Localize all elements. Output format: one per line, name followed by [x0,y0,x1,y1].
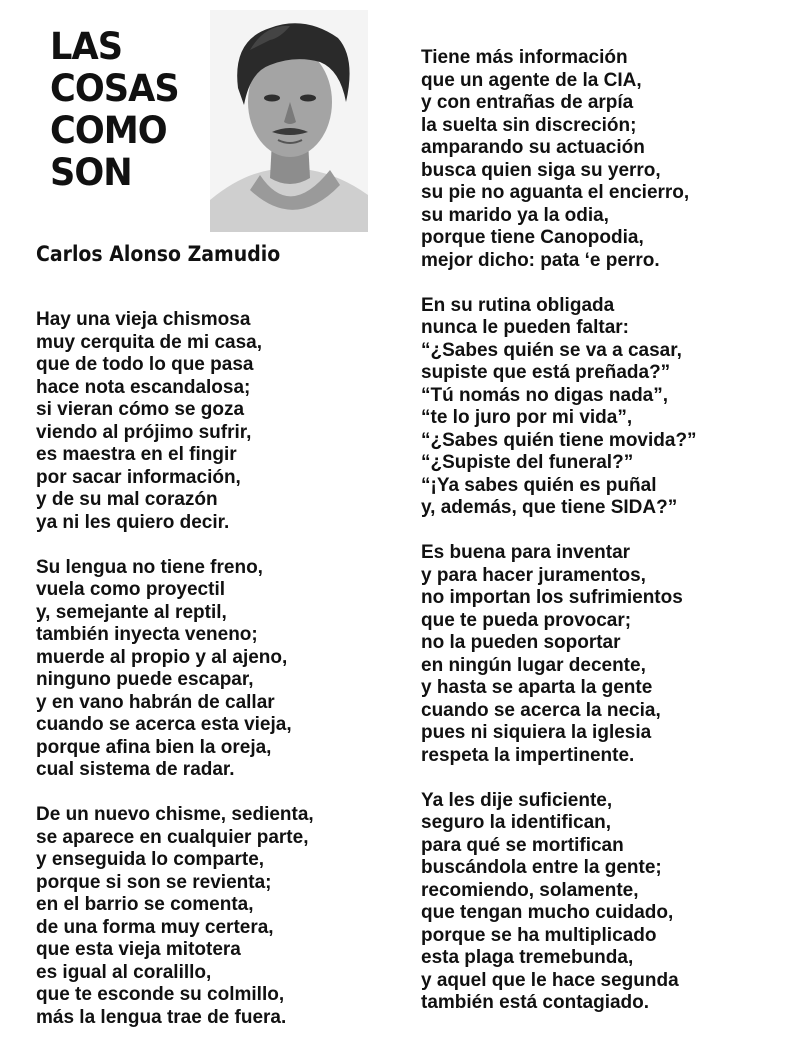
poem-line: y, semejante al reptil, [36,601,227,623]
poem-line: y de su mal corazón [36,489,218,510]
poem-line: por sacar información, [36,466,241,488]
poem-line: la suelta sin discreción; [421,114,637,136]
title-line: COMO [50,109,167,152]
poem-line: y, además, que tiene SIDA?” [421,497,678,518]
poem-line: y hasta se aparta la gente [421,677,653,698]
poem-line: pues ni siquiera la iglesia [421,722,652,743]
poem-line: si vieran cómo se goza [36,399,245,420]
poem-line: hace nota escandalosa; [36,376,251,398]
poem-line: para qué se mortifican [421,834,624,856]
poem-line: que te pueda provocar; [421,609,632,631]
poem-line: Hay una vieja chismosa [36,309,251,330]
poem-line: En su rutina obligada [421,294,615,316]
author-name: Carlos Alonso Zamudio [36,242,281,266]
poem-line: busca quien siga su yerro, [421,159,661,181]
poem-line: seguro la identifican, [421,812,612,833]
poem-line: en el barrio se comenta, [36,894,254,915]
poem-line: ninguno puede escapar, [36,669,254,690]
poem-line: buscándola entre la gente; [421,857,662,878]
poem-line: cuando se acerca esta vieja, [36,714,292,735]
poem-line: Su lengua no tiene freno, [36,556,263,578]
poem-stanza [421,47,697,272]
poem-line: de una forma muy certera, [36,916,274,938]
poem-stanza [36,309,314,534]
poem-line: nunca le pueden faltar: [421,317,629,338]
poem-stanza [36,557,314,782]
poem-line: en ningún lugar decente, [421,654,646,676]
poem-column-right [421,47,697,1037]
poem-line: porque se ha multiplicado [421,924,657,946]
poem-line: Es buena para inventar [421,542,631,563]
poem-stanza [36,804,314,1029]
poem-line: cuando se acerca la necia, [421,699,661,721]
poem-line: no importan los sufrimientos [421,587,683,608]
poem-line: que te esconde su colmillo, [36,984,285,1005]
poem-line: porque si son se revienta; [36,871,272,893]
poem-line: y para hacer juramentos, [421,564,646,586]
poem-line: cual sistema de radar. [36,759,235,780]
title-line: SON [50,151,132,194]
poem-line: ya ni les quiero decir. [36,511,230,533]
poem-line: es maestra en el fingir [36,444,237,465]
author-portrait [210,10,368,232]
poem-line: vuela como proyectil [36,579,226,600]
poem-line: muy cerquita de mi casa, [36,331,262,353]
poem-line: es igual al coralillo, [36,961,212,983]
column-title [50,26,179,194]
poem-line: “¿Sabes quién se va a casar, [421,339,682,361]
title-line: LAS [50,25,123,68]
poem-column-left [36,309,314,1052]
poem-line: recomiendo, solamente, [421,879,639,901]
poem-line: que de todo lo que pasa [36,354,254,375]
poem-line: “Tú nomás no digas nada”, [421,384,669,406]
poem-stanza [421,295,697,520]
poem-line: que un agente de la CIA, [421,69,642,91]
poem-stanza [421,542,697,767]
title-line: COSAS [50,67,179,110]
poem-line: De un nuevo chisme, sedienta, [36,804,314,825]
poem-line: su marido ya la odia, [421,204,609,226]
poem-line: esta plaga tremebunda, [421,947,634,968]
poem-line: y enseguida lo comparte, [36,849,265,870]
poem-line: respeta la impertinente. [421,744,635,766]
poem-line: “¡Ya sabes quién es puñal [421,474,657,496]
poem-line: también está contagiado. [421,992,650,1013]
poem-line: más la lengua trae de fuera. [36,1006,287,1028]
poem-line: supiste que está preñada?” [421,362,671,383]
poem-line: Ya les dije suficiente, [421,789,613,811]
poem-line: se aparece en cualquier parte, [36,826,309,848]
poem-line: y aquel que le hace segunda [421,969,679,991]
poem-line: y con entrañas de arpía [421,92,634,113]
poem-line: también inyecta veneno; [36,624,258,645]
poem-line: “¿Supiste del funeral?” [421,452,634,473]
poem-line: que esta vieja mitotera [36,939,241,960]
poem-line: porque tiene Canopodia, [421,227,644,248]
poem-line: porque afina bien la oreja, [36,736,272,758]
poem-line: y en vano habrán de callar [36,691,275,713]
poem-line: “¿Sabes quién tiene movida?” [421,429,697,451]
poem-line: viendo al prójimo sufrir, [36,421,252,443]
poem-line: que tengan mucho cuidado, [421,902,674,923]
poem-line: mejor dicho: pata ‘e perro. [421,249,660,271]
poem-line: “te lo juro por mi vida”, [421,407,633,428]
poem-line: su pie no aguanta el encierro, [421,182,690,203]
poem-line: muerde al propio y al ajeno, [36,646,288,668]
poem-line: Tiene más información [421,47,628,68]
portrait-illustration [210,10,368,232]
poem-line: amparando su actuación [421,137,645,158]
poem-line: no la pueden soportar [421,632,621,653]
poem-stanza [421,790,697,1015]
